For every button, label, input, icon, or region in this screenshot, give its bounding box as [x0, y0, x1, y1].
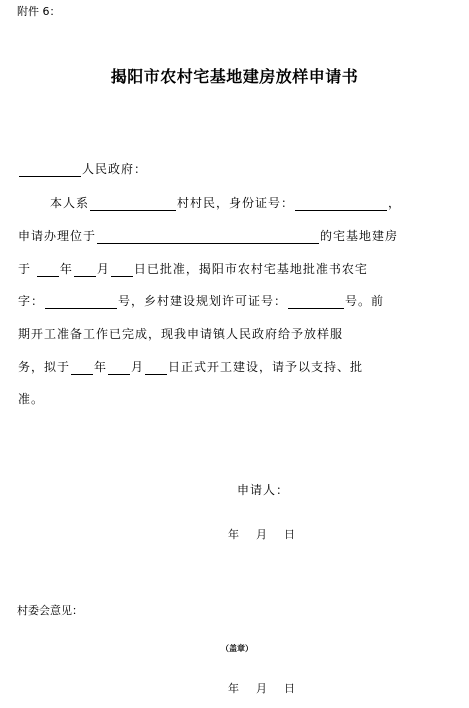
- text-segment: 申请办理位于: [18, 229, 97, 243]
- text-segment: 本人系: [50, 196, 90, 210]
- addressee-line: [18, 160, 147, 177]
- text-segment: 于: [18, 262, 32, 276]
- applicant-date-year: 年: [228, 528, 239, 541]
- text-segment: 期开工准备工作已完成，现我申请镇人民政府给予放样服: [18, 327, 344, 341]
- permit-number-blank[interactable]: [288, 295, 344, 309]
- village-date-month: 月: [256, 682, 267, 695]
- text-segment: 村村民，身份证号：: [177, 196, 295, 210]
- village-date-year: 年: [228, 682, 239, 695]
- paragraph-line-1: [50, 194, 401, 211]
- paragraph-line-5: [18, 325, 343, 342]
- village-name-blank[interactable]: [90, 197, 176, 211]
- text-segment: ，: [388, 196, 402, 210]
- text-segment: 的宅基地建房: [320, 229, 399, 243]
- document-title: 揭阳市农村宅基地建房放样申请书: [110, 67, 359, 86]
- text-segment: 日正式开工建设，请予以支持、批: [168, 360, 364, 374]
- text-segment: 务，拟于: [18, 360, 71, 374]
- text-segment: 年: [59, 262, 73, 276]
- text-segment: 月: [96, 262, 110, 276]
- approval-day-blank[interactable]: [111, 263, 133, 277]
- applicant-date-month: 月: [256, 528, 267, 541]
- start-year-blank[interactable]: [71, 361, 93, 375]
- text-segment: 日已批准，揭阳市农村宅基地批准书农宅: [133, 262, 368, 276]
- paragraph-line-2: [18, 227, 398, 244]
- start-month-blank[interactable]: [108, 361, 130, 375]
- paragraph-line-3: [18, 260, 368, 277]
- applicant-date-day: 日: [284, 528, 295, 541]
- text-segment: 年: [94, 360, 108, 374]
- text-segment: 准。: [18, 392, 45, 406]
- text-segment: 字：: [18, 294, 45, 308]
- text-segment: 号。前: [345, 294, 385, 308]
- approval-month-blank[interactable]: [74, 263, 96, 277]
- text-segment: 月: [131, 360, 145, 374]
- village-date-day: 日: [284, 682, 295, 695]
- village-committee-label: 村委会意见：: [17, 604, 83, 617]
- annex-label: 附件 6：: [17, 5, 61, 18]
- paragraph-line-6: [18, 358, 363, 375]
- addressee-suffix: 人民政府：: [82, 162, 148, 176]
- location-blank[interactable]: [97, 230, 319, 244]
- text-segment: 号，乡村建设规划许可证号：: [118, 294, 288, 308]
- approval-number-blank[interactable]: [45, 295, 117, 309]
- start-day-blank[interactable]: [145, 361, 167, 375]
- applicant-label: 申请人：: [237, 483, 290, 497]
- paragraph-line-4: [18, 292, 384, 309]
- seal-label: （盖章）: [221, 644, 253, 653]
- approval-year-blank[interactable]: [37, 263, 59, 277]
- id-number-blank[interactable]: [295, 197, 387, 211]
- paragraph-line-7: [18, 390, 44, 407]
- government-blank[interactable]: [19, 163, 81, 177]
